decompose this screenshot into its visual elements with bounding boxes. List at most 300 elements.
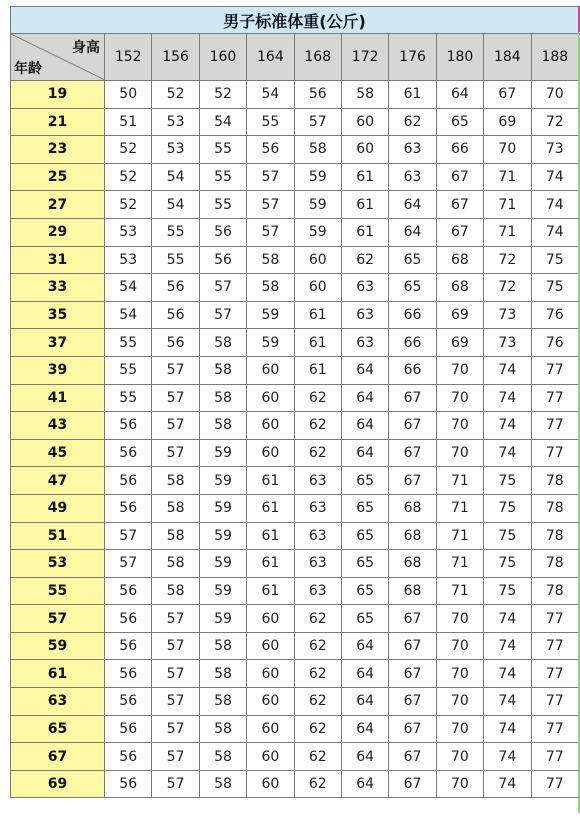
weight-cell: 57	[152, 439, 199, 467]
weight-cell: 57	[152, 605, 199, 633]
age-cell: 65	[11, 715, 105, 743]
weight-cell: 77	[531, 770, 579, 798]
weight-cell: 63	[294, 577, 341, 605]
weight-cell: 56	[199, 218, 246, 246]
weight-cell: 58	[199, 412, 246, 440]
weight-cell: 50	[105, 81, 152, 109]
weight-cell: 67	[389, 439, 436, 467]
weight-cell: 65	[341, 550, 388, 578]
weight-cell: 61	[294, 329, 341, 357]
weight-cell: 59	[294, 218, 341, 246]
weight-cell: 67	[389, 688, 436, 716]
weight-cell: 60	[247, 715, 294, 743]
weight-cell: 63	[341, 274, 388, 302]
weight-cell: 58	[199, 384, 246, 412]
table-row	[11, 301, 579, 329]
weight-cell: 60	[247, 688, 294, 716]
weight-cell: 59	[199, 522, 246, 550]
weight-cell: 55	[152, 246, 199, 274]
weight-cell: 66	[436, 136, 483, 164]
weight-cell: 56	[152, 329, 199, 357]
weight-cell: 64	[341, 356, 388, 384]
weight-cell: 62	[294, 412, 341, 440]
weight-cell: 74	[484, 632, 531, 660]
weight-cell: 56	[105, 494, 152, 522]
weight-cell: 60	[247, 439, 294, 467]
height-header-180: 180	[436, 34, 483, 81]
table-row	[11, 688, 579, 716]
weight-cell: 69	[436, 329, 483, 357]
table-row	[11, 412, 579, 440]
age-cell: 53	[11, 550, 105, 578]
age-cell: 67	[11, 743, 105, 771]
age-cell: 43	[11, 412, 105, 440]
height-header-152: 152	[105, 34, 152, 81]
weight-cell: 70	[436, 356, 483, 384]
weight-cell: 60	[247, 660, 294, 688]
weight-cell: 68	[389, 522, 436, 550]
age-cell: 19	[11, 81, 105, 109]
weight-cell: 64	[341, 384, 388, 412]
weight-cell: 55	[199, 191, 246, 219]
weight-cell: 61	[247, 467, 294, 495]
table-row	[11, 660, 579, 688]
height-header-172: 172	[341, 34, 388, 81]
weight-cell: 65	[341, 522, 388, 550]
height-header-188: 188	[531, 34, 579, 81]
weight-cell: 54	[199, 108, 246, 136]
table-row	[11, 715, 579, 743]
weight-cell: 71	[436, 467, 483, 495]
corner-header	[11, 34, 105, 81]
weight-cell: 65	[389, 246, 436, 274]
weight-cell: 58	[199, 743, 246, 771]
weight-cell: 78	[531, 467, 579, 495]
age-cell: 49	[11, 494, 105, 522]
weight-cell: 54	[152, 191, 199, 219]
weight-cell: 56	[152, 301, 199, 329]
weight-cell: 68	[436, 274, 483, 302]
weight-cell: 58	[152, 467, 199, 495]
weight-cell: 57	[152, 632, 199, 660]
weight-cell: 75	[531, 274, 579, 302]
weight-cell: 57	[199, 301, 246, 329]
weight-cell: 70	[436, 743, 483, 771]
weight-cell: 77	[531, 660, 579, 688]
table-row	[11, 191, 579, 219]
weight-cell: 58	[152, 550, 199, 578]
age-cell: 23	[11, 136, 105, 164]
weight-cell: 73	[531, 136, 579, 164]
weight-cell: 58	[247, 246, 294, 274]
weight-cell: 58	[199, 660, 246, 688]
weight-cell: 61	[341, 191, 388, 219]
weight-cell: 64	[341, 770, 388, 798]
weight-cell: 61	[341, 163, 388, 191]
weight-cell: 70	[436, 439, 483, 467]
weight-cell: 67	[389, 743, 436, 771]
weight-cell: 61	[247, 577, 294, 605]
weight-cell: 57	[247, 218, 294, 246]
weight-cell: 65	[389, 274, 436, 302]
table-row	[11, 770, 579, 798]
weight-cell: 54	[152, 163, 199, 191]
age-cell: 45	[11, 439, 105, 467]
weight-cell: 61	[247, 522, 294, 550]
weight-cell: 74	[531, 218, 579, 246]
weight-cell: 75	[484, 467, 531, 495]
weight-cell: 70	[484, 136, 531, 164]
weight-cell: 62	[294, 743, 341, 771]
weight-cell: 71	[436, 577, 483, 605]
weight-cell: 59	[199, 550, 246, 578]
weight-cell: 65	[341, 467, 388, 495]
weight-cell: 57	[294, 108, 341, 136]
weight-cell: 67	[484, 81, 531, 109]
weight-cell: 77	[531, 412, 579, 440]
table-row	[11, 577, 579, 605]
weight-cell: 56	[105, 467, 152, 495]
weight-cell: 57	[247, 191, 294, 219]
weight-cell: 63	[389, 163, 436, 191]
weight-cell: 74	[484, 770, 531, 798]
weight-cell: 52	[105, 191, 152, 219]
age-cell: 57	[11, 605, 105, 633]
weight-cell: 77	[531, 743, 579, 771]
table-row	[11, 632, 579, 660]
age-cell: 69	[11, 770, 105, 798]
weight-cell: 64	[341, 439, 388, 467]
weight-cell: 57	[152, 660, 199, 688]
weight-cell: 56	[105, 660, 152, 688]
weight-cell: 74	[531, 163, 579, 191]
table-row	[11, 384, 579, 412]
weight-cell: 54	[247, 81, 294, 109]
weight-cell: 67	[436, 218, 483, 246]
weight-cell: 56	[105, 412, 152, 440]
weight-cell: 71	[484, 163, 531, 191]
weight-cell: 70	[436, 688, 483, 716]
table-row	[11, 550, 579, 578]
weight-cell: 60	[247, 632, 294, 660]
weight-cell: 77	[531, 688, 579, 716]
weight-cell: 67	[389, 467, 436, 495]
weight-cell: 65	[436, 108, 483, 136]
weight-cell: 60	[247, 384, 294, 412]
age-cell: 33	[11, 274, 105, 302]
height-axis-label: 身高	[72, 40, 100, 56]
weight-cell: 70	[436, 605, 483, 633]
age-cell: 21	[11, 108, 105, 136]
weight-cell: 77	[531, 605, 579, 633]
age-cell: 37	[11, 329, 105, 357]
weight-cell: 60	[341, 136, 388, 164]
weight-cell: 59	[247, 301, 294, 329]
age-cell: 61	[11, 660, 105, 688]
table-row	[11, 218, 579, 246]
weight-cell: 58	[199, 632, 246, 660]
weight-cell: 66	[389, 356, 436, 384]
weight-cell: 56	[105, 439, 152, 467]
weight-cell: 55	[199, 136, 246, 164]
weight-cell: 69	[436, 301, 483, 329]
weight-cell: 71	[484, 191, 531, 219]
weight-cell: 52	[152, 81, 199, 109]
table-row	[11, 494, 579, 522]
weight-cell: 59	[199, 467, 246, 495]
weight-cell: 62	[294, 632, 341, 660]
weight-cell: 71	[436, 522, 483, 550]
weight-cell: 58	[152, 577, 199, 605]
weight-cell: 60	[294, 246, 341, 274]
weight-cell: 73	[484, 301, 531, 329]
age-cell: 27	[11, 191, 105, 219]
weight-cell: 67	[389, 632, 436, 660]
weight-cell: 68	[436, 246, 483, 274]
weight-cell: 77	[531, 715, 579, 743]
age-cell: 39	[11, 356, 105, 384]
table-row	[11, 81, 579, 109]
weight-cell: 62	[389, 108, 436, 136]
weight-cell: 60	[247, 605, 294, 633]
age-cell: 47	[11, 467, 105, 495]
table-row	[11, 522, 579, 550]
weight-cell: 60	[341, 108, 388, 136]
weight-cell: 67	[389, 384, 436, 412]
weight-cell: 56	[105, 688, 152, 716]
weight-cell: 58	[152, 522, 199, 550]
table-body	[11, 81, 579, 798]
weight-cell: 60	[247, 412, 294, 440]
weight-cell: 55	[105, 384, 152, 412]
weight-cell: 67	[389, 770, 436, 798]
weight-cell: 63	[294, 522, 341, 550]
weight-cell: 72	[484, 246, 531, 274]
weight-cell: 53	[105, 218, 152, 246]
weight-cell: 61	[294, 301, 341, 329]
table-row	[11, 356, 579, 384]
age-cell: 41	[11, 384, 105, 412]
weight-cell: 71	[436, 494, 483, 522]
weight-cell: 55	[247, 108, 294, 136]
weight-cell: 56	[199, 246, 246, 274]
weight-cell: 56	[152, 274, 199, 302]
weight-cell: 77	[531, 356, 579, 384]
weight-cell: 56	[294, 81, 341, 109]
weight-cell: 58	[199, 715, 246, 743]
weight-cell: 56	[105, 743, 152, 771]
table-row	[11, 605, 579, 633]
weight-cell: 57	[152, 412, 199, 440]
weight-cell: 61	[247, 550, 294, 578]
weight-cell: 64	[341, 412, 388, 440]
weight-cell: 61	[389, 81, 436, 109]
weight-cell: 72	[484, 274, 531, 302]
table-row	[11, 329, 579, 357]
weight-cell: 64	[341, 715, 388, 743]
weight-cell: 60	[294, 274, 341, 302]
weight-cell: 57	[152, 743, 199, 771]
weight-cell: 63	[341, 329, 388, 357]
weight-cell: 68	[389, 494, 436, 522]
age-axis-label: 年龄	[14, 61, 42, 77]
weight-cell: 59	[199, 439, 246, 467]
weight-cell: 65	[341, 494, 388, 522]
weight-cell: 67	[389, 660, 436, 688]
table-row	[11, 467, 579, 495]
weight-cell: 56	[247, 136, 294, 164]
weight-cell: 59	[294, 191, 341, 219]
weight-cell: 51	[105, 108, 152, 136]
height-header-176: 176	[389, 34, 436, 81]
weight-cell: 53	[105, 246, 152, 274]
weight-cell: 63	[294, 467, 341, 495]
weight-cell: 63	[294, 550, 341, 578]
weight-cell: 58	[341, 81, 388, 109]
weight-cell: 77	[531, 632, 579, 660]
weight-cell: 70	[436, 660, 483, 688]
weight-cell: 58	[199, 688, 246, 716]
height-header-168: 168	[294, 34, 341, 81]
weight-cell: 62	[341, 246, 388, 274]
weight-cell: 70	[436, 770, 483, 798]
weight-cell: 76	[531, 301, 579, 329]
weight-cell: 73	[484, 329, 531, 357]
weight-cell: 75	[484, 522, 531, 550]
weight-cell: 57	[105, 522, 152, 550]
weight-cell: 58	[152, 494, 199, 522]
weight-cell: 75	[531, 246, 579, 274]
weight-cell: 74	[484, 412, 531, 440]
weight-cell: 74	[484, 384, 531, 412]
weight-cell: 62	[294, 605, 341, 633]
weight-table-sheet	[10, 6, 578, 798]
weight-cell: 54	[105, 301, 152, 329]
weight-cell: 54	[105, 274, 152, 302]
weight-cell: 64	[341, 743, 388, 771]
weight-cell: 59	[199, 577, 246, 605]
weight-cell: 57	[152, 715, 199, 743]
table-row	[11, 246, 579, 274]
weight-cell: 70	[436, 632, 483, 660]
weight-cell: 74	[484, 715, 531, 743]
age-cell: 51	[11, 522, 105, 550]
weight-cell: 61	[247, 494, 294, 522]
weight-cell: 58	[294, 136, 341, 164]
weight-cell: 58	[199, 356, 246, 384]
weight-cell: 77	[531, 384, 579, 412]
weight-cell: 60	[247, 770, 294, 798]
weight-cell: 74	[484, 356, 531, 384]
weight-cell: 69	[484, 108, 531, 136]
weight-cell: 57	[247, 163, 294, 191]
weight-cell: 76	[531, 329, 579, 357]
height-header-164: 164	[247, 34, 294, 81]
age-cell: 63	[11, 688, 105, 716]
weight-cell: 70	[436, 412, 483, 440]
weight-cell: 64	[389, 218, 436, 246]
weight-cell: 64	[341, 688, 388, 716]
weight-cell: 64	[341, 632, 388, 660]
weight-cell: 58	[247, 274, 294, 302]
table-row	[11, 274, 579, 302]
weight-cell: 62	[294, 384, 341, 412]
weight-cell: 55	[199, 163, 246, 191]
age-cell: 59	[11, 632, 105, 660]
weight-cell: 57	[152, 356, 199, 384]
table-title: 男子标准体重(公斤)	[11, 7, 579, 34]
weight-cell: 68	[389, 577, 436, 605]
weight-cell: 63	[341, 301, 388, 329]
weight-cell: 56	[105, 605, 152, 633]
table-row	[11, 136, 579, 164]
weight-cell: 61	[294, 356, 341, 384]
table-row	[11, 108, 579, 136]
weight-cell: 57	[105, 550, 152, 578]
weight-cell: 52	[199, 81, 246, 109]
weight-cell: 56	[105, 577, 152, 605]
weight-cell: 74	[484, 605, 531, 633]
weight-cell: 62	[294, 688, 341, 716]
weight-cell: 67	[436, 191, 483, 219]
height-header-160: 160	[199, 34, 246, 81]
weight-cell: 67	[389, 715, 436, 743]
weight-cell: 74	[484, 439, 531, 467]
weight-cell: 74	[484, 660, 531, 688]
weight-cell: 59	[294, 163, 341, 191]
weight-cell: 57	[152, 770, 199, 798]
weight-cell: 64	[341, 660, 388, 688]
weight-cell: 57	[199, 274, 246, 302]
weight-cell: 53	[152, 108, 199, 136]
weight-cell: 55	[105, 356, 152, 384]
age-cell: 35	[11, 301, 105, 329]
table-row	[11, 163, 579, 191]
weight-cell: 62	[294, 439, 341, 467]
weight-cell: 74	[484, 743, 531, 771]
weight-cell: 74	[484, 688, 531, 716]
weight-cell: 70	[531, 81, 579, 109]
age-cell: 31	[11, 246, 105, 274]
weight-cell: 52	[105, 136, 152, 164]
weight-cell: 67	[436, 163, 483, 191]
table-row	[11, 439, 579, 467]
weight-cell: 78	[531, 494, 579, 522]
weight-cell: 71	[484, 218, 531, 246]
weight-cell: 57	[152, 688, 199, 716]
weight-cell: 65	[341, 605, 388, 633]
weight-cell: 59	[199, 605, 246, 633]
weight-cell: 75	[484, 577, 531, 605]
age-cell: 29	[11, 218, 105, 246]
weight-cell: 64	[389, 191, 436, 219]
weight-cell: 78	[531, 522, 579, 550]
weight-cell: 63	[389, 136, 436, 164]
weight-cell: 53	[152, 136, 199, 164]
weight-cell: 59	[247, 329, 294, 357]
weight-cell: 78	[531, 550, 579, 578]
weight-cell: 55	[105, 329, 152, 357]
weight-cell: 60	[247, 743, 294, 771]
weight-cell: 67	[389, 412, 436, 440]
weight-cell: 70	[436, 715, 483, 743]
standard-weight-table	[10, 6, 579, 798]
weight-cell: 75	[484, 550, 531, 578]
weight-cell: 70	[436, 384, 483, 412]
weight-cell: 65	[341, 577, 388, 605]
weight-cell: 56	[105, 770, 152, 798]
weight-cell: 60	[247, 356, 294, 384]
